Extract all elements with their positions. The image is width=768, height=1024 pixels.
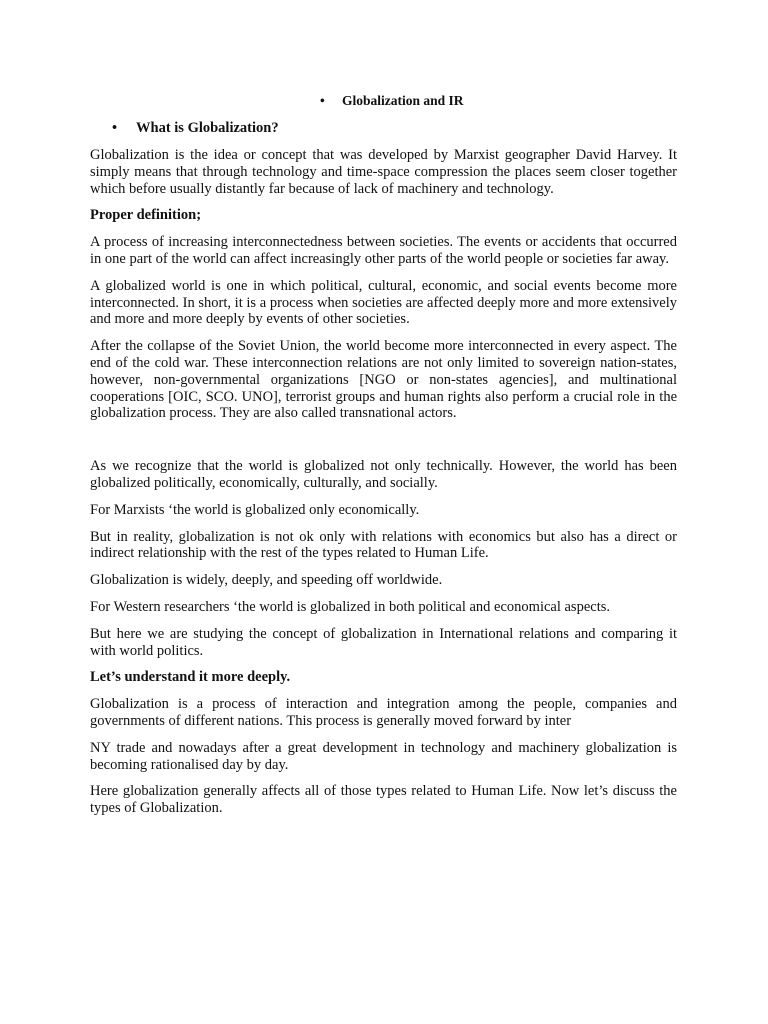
bullet-icon: • <box>112 120 118 136</box>
paragraph-studying: But here we are studying the concept of globalization in International relations and comparing it with world politics. <box>90 625 677 659</box>
document-title <box>320 92 620 110</box>
paragraph-trade: NY trade and nowadays after a great development in technology and machinery globalization is becoming rationalised day by day. <box>90 739 677 773</box>
paragraph-marxists: For Marxists ‘the world is globalized only economically. <box>90 501 420 518</box>
paragraph-recognize: As we recognize that the world is globalized not only technically. However, the world has been globalized politically, economically, culturally, and socially. <box>90 458 677 491</box>
section-heading <box>112 119 279 137</box>
paragraph-widely: Globalization is widely, deeply, and speeding off worldwide. <box>90 572 443 589</box>
document-body <box>90 147 677 827</box>
paragraph-process: Globalization is a process of interaction and integration among the people, companies and governments of different nations. This process is generally moved forward by inter <box>90 696 677 729</box>
bullet-icon: • <box>320 93 325 108</box>
paragraph-globalized-world: A globalized world is one in which political, cultural, economic, and social events become more interconnected. In short, it is a process when societies are affected deeply more and more extensively and more and more deeply by events of other societies. <box>90 277 677 328</box>
section-heading-text: What is Globalization? <box>136 120 279 136</box>
paragraph-western: For Western researchers ‘the world is globalized in both political and economical aspects. <box>90 598 610 615</box>
paragraph-interconnectedness: A process of increasing interconnectedness between societies. The events or accidents that occurred in one part of the world can affect increasingly other parts of the world people or societies far away. <box>90 234 677 267</box>
paragraph-harvey-definition: Globalization is the idea or concept that was developed by Marxist geographer David Harvey. It simply means that through technology and time-space compression the places seem closer together which before usually distantly far because of lack of machinery and technology. <box>90 147 677 197</box>
paragraph-reality: But in reality, globalization is not ok only with relations with economics but also has a direct or indirect relationship with the rest of the types related to Human Life. <box>90 528 677 562</box>
understand-heading: Let’s understand it more deeply. <box>90 669 291 686</box>
paragraph-soviet-union: After the collapse of the Soviet Union, the world become more interconnected in every aspect. The end of the cold war. These interconnection relations are not only limited to sovereign nation-states, however, non-governmental organizations [NGO or non-states agencies], and multinational cooperations [OIC, SCO. UNO], terrorist groups and human rights also perform a crucial role in the globalization process. They are also called transnational actors. <box>90 338 677 422</box>
document-title-text: Globalization and IR <box>342 93 464 108</box>
paragraph-types: Here globalization generally affects all of those types related to Human Life. Now let’s discuss the types of Globalization. <box>90 783 677 817</box>
proper-definition-heading: Proper definition; <box>90 207 202 224</box>
